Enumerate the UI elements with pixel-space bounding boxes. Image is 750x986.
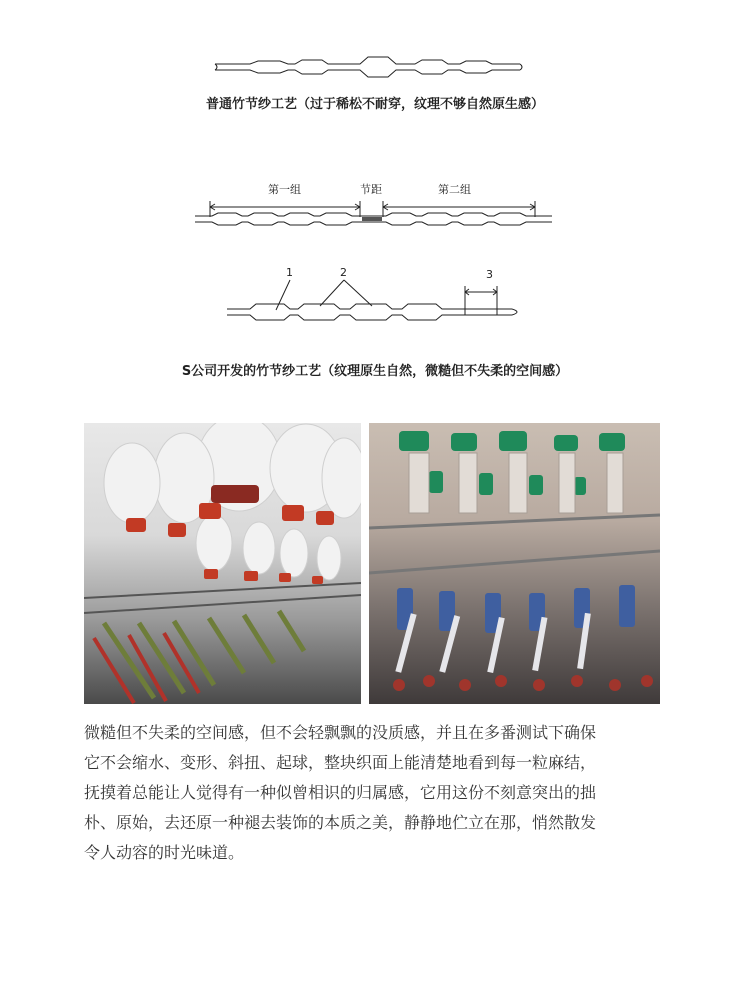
group2-label: 第二组 [438, 183, 471, 196]
marker-3: 3 [486, 268, 493, 281]
spinning-bobbins-photo [84, 423, 361, 704]
paragraph-line: 它不会缩水、变形、斜扭、起球，整块织面上能清楚地看到每一粒麻结， [84, 753, 597, 772]
slub-yarn-group-diagram [190, 195, 560, 235]
paragraph-line: 令人动容的时光味道。 [84, 843, 245, 862]
s-company-process-caption: S公司开发的竹节纱工艺（纹理原生自然，微糙但不失柔的空间感） [181, 364, 569, 379]
slub-yarn-detail-diagram [222, 276, 532, 326]
paragraph-line: 微糙但不失柔的空间感，但不会轻飘飘的没质感，并且在多番测试下确保 [84, 723, 597, 742]
paragraph-line: 抚摸着总能让人觉得有一种似曾相识的归属感，它用这份不刻意突出的拙 [84, 783, 597, 802]
common-process-caption: 普通竹节纱工艺（过于稀松不耐穿，纹理不够自然原生感） [205, 97, 544, 112]
description-paragraph [84, 718, 674, 868]
spinning-machine-photo [369, 423, 660, 704]
pitch-label: 节距 [360, 183, 382, 196]
marker-1: 1 [286, 266, 293, 279]
slub-yarn-diagram-common [210, 52, 530, 82]
paragraph-line: 朴、原始，去还原一种褪去装饰的本质之美，静静地伫立在那，悄然散发 [84, 813, 597, 832]
group1-label: 第一组 [268, 183, 301, 196]
marker-2: 2 [340, 266, 347, 279]
